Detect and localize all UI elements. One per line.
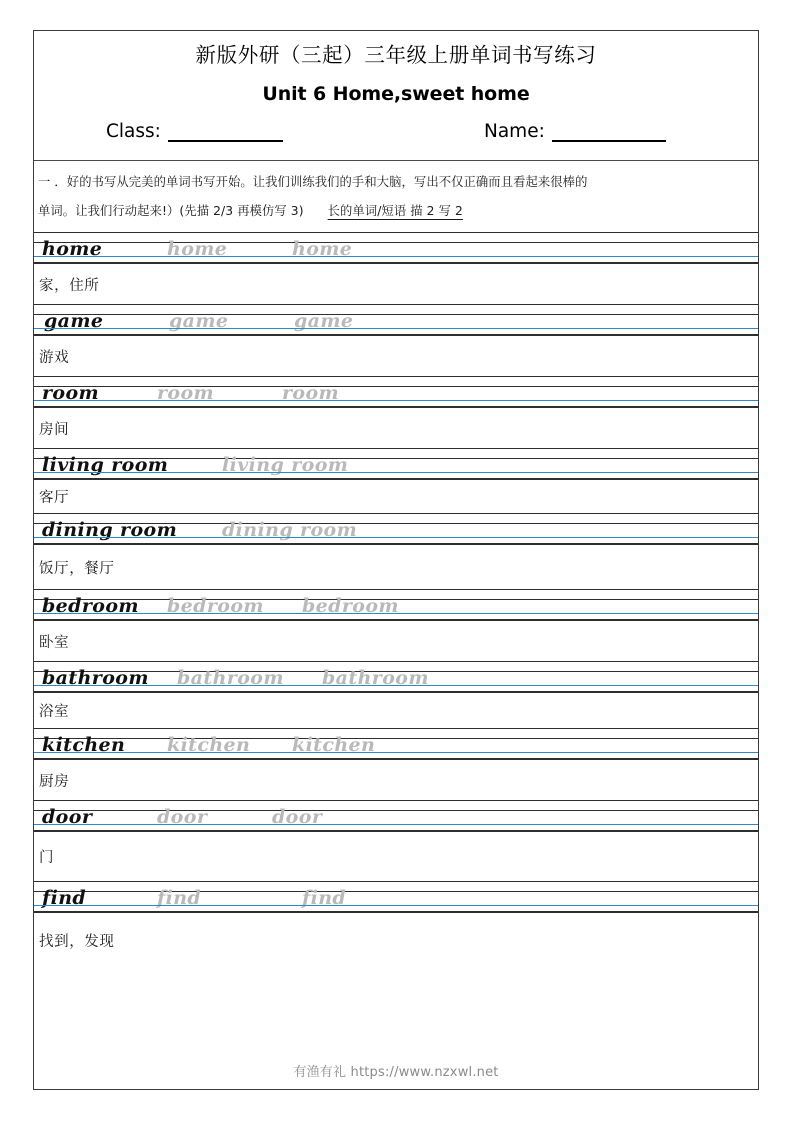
word-repetitions (34, 662, 758, 691)
word-practice-block (34, 881, 758, 968)
handwriting-guide-lines[interactable] (34, 449, 758, 478)
word-trace: find (302, 887, 347, 910)
word-trace: kitchen (292, 734, 376, 757)
page-title: 新版外研（三起）三年级上册单词书写练习 (195, 43, 597, 67)
class-input-blank[interactable] (168, 123, 283, 142)
word-trace: find (157, 887, 202, 910)
word-sample: door (42, 806, 93, 829)
word-practice-block (34, 513, 758, 589)
meaning-row[interactable] (34, 759, 758, 800)
worksheet-page (33, 30, 759, 1090)
word-trace: home (167, 238, 228, 261)
word-sample: room (42, 382, 100, 405)
word-repetitions (34, 729, 758, 758)
instruction-block (34, 160, 758, 232)
student-info-row (34, 122, 758, 148)
word-trace: room (282, 382, 340, 405)
practice-rows (34, 232, 758, 968)
meaning-text: 浴室 (39, 704, 70, 721)
word-repetitions (34, 305, 758, 334)
meaning-text: 门 (39, 850, 55, 867)
meaning-text: 房间 (39, 421, 70, 438)
meaning-row[interactable] (34, 912, 758, 968)
word-trace: dining room (222, 519, 358, 542)
handwriting-guide-lines[interactable] (34, 801, 758, 830)
word-practice-block (34, 589, 758, 661)
word-trace: bathroom (322, 667, 429, 690)
word-repetitions (34, 377, 758, 406)
word-sample: bathroom (42, 667, 149, 690)
footer-watermark: 有渔有礼 https://www.nzxwl.net (293, 1065, 499, 1080)
word-trace: bedroom (167, 595, 264, 618)
name-label: Name: (484, 121, 545, 143)
word-repetitions (34, 233, 758, 262)
handwriting-guide-lines[interactable] (34, 729, 758, 758)
handwriting-guide-lines[interactable] (34, 590, 758, 619)
meaning-row[interactable] (34, 692, 758, 728)
word-trace: home (292, 238, 353, 261)
instruction-line-1: 一 ．好的书写从完美的单词书写开始。让我们训练我们的手和大脑，写出不仅正确而且看起来很棒的 (38, 175, 588, 190)
unit-subtitle: Unit 6 Home,sweet home (262, 82, 530, 105)
instruction-underlined-note: 长的单词/短语 描 2 写 2 (327, 204, 463, 219)
meaning-text: 家，住所 (39, 277, 100, 294)
meaning-row[interactable] (34, 263, 758, 304)
word-sample: game (44, 310, 104, 333)
word-practice-block (34, 448, 758, 513)
word-sample: dining room (42, 519, 178, 542)
word-practice-block (34, 376, 758, 448)
meaning-text: 卧室 (39, 634, 70, 651)
word-sample: kitchen (42, 734, 126, 757)
word-trace: game (169, 310, 229, 333)
handwriting-guide-lines[interactable] (34, 305, 758, 334)
word-trace: room (157, 382, 215, 405)
handwriting-guide-lines[interactable] (34, 882, 758, 911)
word-practice-block (34, 800, 758, 881)
word-sample: living room (42, 454, 169, 477)
meaning-text: 客厅 (39, 490, 70, 507)
meaning-text: 饭厅，餐厅 (39, 560, 115, 577)
word-practice-block (34, 728, 758, 800)
handwriting-guide-lines[interactable] (34, 377, 758, 406)
meaning-text: 找到，发现 (39, 934, 115, 951)
word-trace: bathroom (177, 667, 284, 690)
word-repetitions (34, 801, 758, 830)
word-trace: living room (222, 454, 349, 477)
meaning-row[interactable] (34, 335, 758, 376)
word-sample: home (42, 238, 103, 261)
word-repetitions (34, 590, 758, 619)
word-repetitions (34, 449, 758, 478)
meaning-text: 厨房 (39, 773, 70, 790)
word-practice-block (34, 661, 758, 728)
meaning-row[interactable] (34, 620, 758, 661)
word-trace: kitchen (167, 734, 251, 757)
word-repetitions (34, 882, 758, 911)
instruction-line-2: 单词。让我们行动起来!）(先描 2/3 再模仿写 3) (38, 204, 304, 219)
meaning-row[interactable] (34, 407, 758, 448)
meaning-row[interactable] (34, 831, 758, 881)
name-field[interactable] (484, 122, 666, 142)
meaning-row[interactable] (34, 479, 758, 513)
class-field[interactable] (106, 122, 283, 142)
word-trace: door (272, 806, 323, 829)
meaning-text: 游戏 (39, 349, 70, 366)
name-input-blank[interactable] (552, 123, 666, 142)
word-sample: bedroom (42, 595, 139, 618)
word-practice-block (34, 232, 758, 304)
word-trace: game (294, 310, 354, 333)
class-label: Class: (106, 121, 161, 143)
handwriting-guide-lines[interactable] (34, 662, 758, 691)
word-trace: door (157, 806, 208, 829)
word-repetitions (34, 514, 758, 543)
handwriting-guide-lines[interactable] (34, 233, 758, 262)
word-practice-block (34, 304, 758, 376)
word-sample: find (42, 887, 87, 910)
word-trace: bedroom (302, 595, 399, 618)
meaning-row[interactable] (34, 544, 758, 589)
handwriting-guide-lines[interactable] (34, 514, 758, 543)
